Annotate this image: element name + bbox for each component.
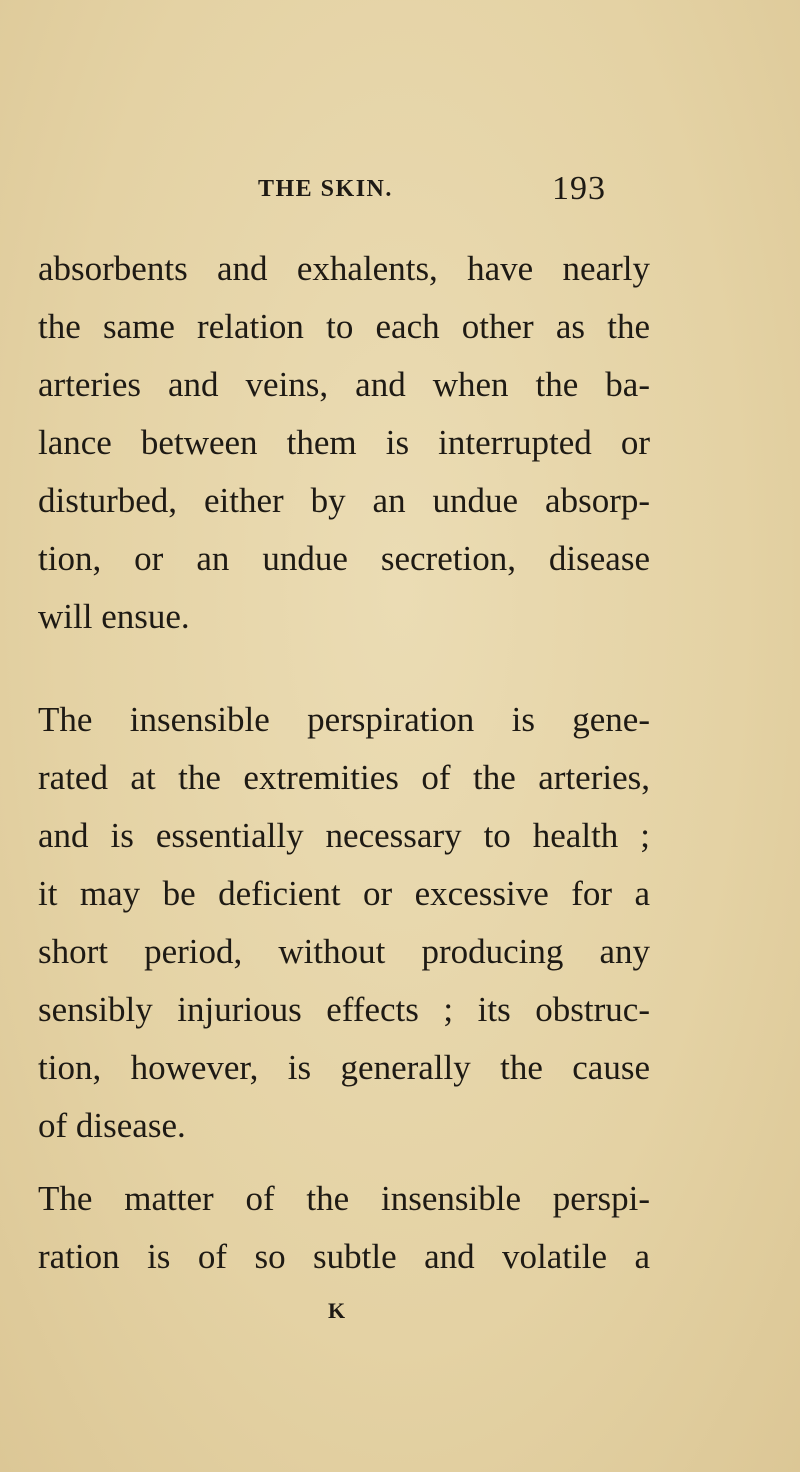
text-line: rated at the extremities of the arteries, [38,758,650,797]
paragraph-2 [38,691,650,1155]
page-number: 193 [552,170,606,207]
text-line: sensibly injurious effects ; its obstruc- [38,990,650,1029]
text-line: will ensue. [38,597,190,636]
running-head [0,172,800,212]
text-line: The insensible perspiration is gene- [38,700,650,739]
paragraph-3 [38,1170,650,1286]
text-line: lance between them is interrupted or [38,423,650,462]
text-line: tion, however, is generally the cause [38,1048,650,1087]
signature-mark: K [328,1298,347,1323]
text-line: ration is of so subtle and volatile a [38,1237,650,1276]
text-line: arteries and veins, and when the ba- [38,365,650,404]
chapter-title: THE SKIN. [258,176,393,202]
text-line: of disease. [38,1106,186,1145]
text-line: disturbed, either by an undue absorp- [38,481,650,520]
text-line: and is essentially necessary to health ; [38,816,650,855]
text-line: tion, or an undue secretion, disease [38,539,650,578]
paragraph-1 [38,240,650,646]
text-line: short period, without producing any [38,932,650,971]
text-line: it may be deficient or excessive for a [38,874,650,913]
text-line: absorbents and exhalents, have nearly [38,249,650,288]
text-line: The matter of the insensible perspi- [38,1179,650,1218]
text-line: the same relation to each other as the [38,307,650,346]
